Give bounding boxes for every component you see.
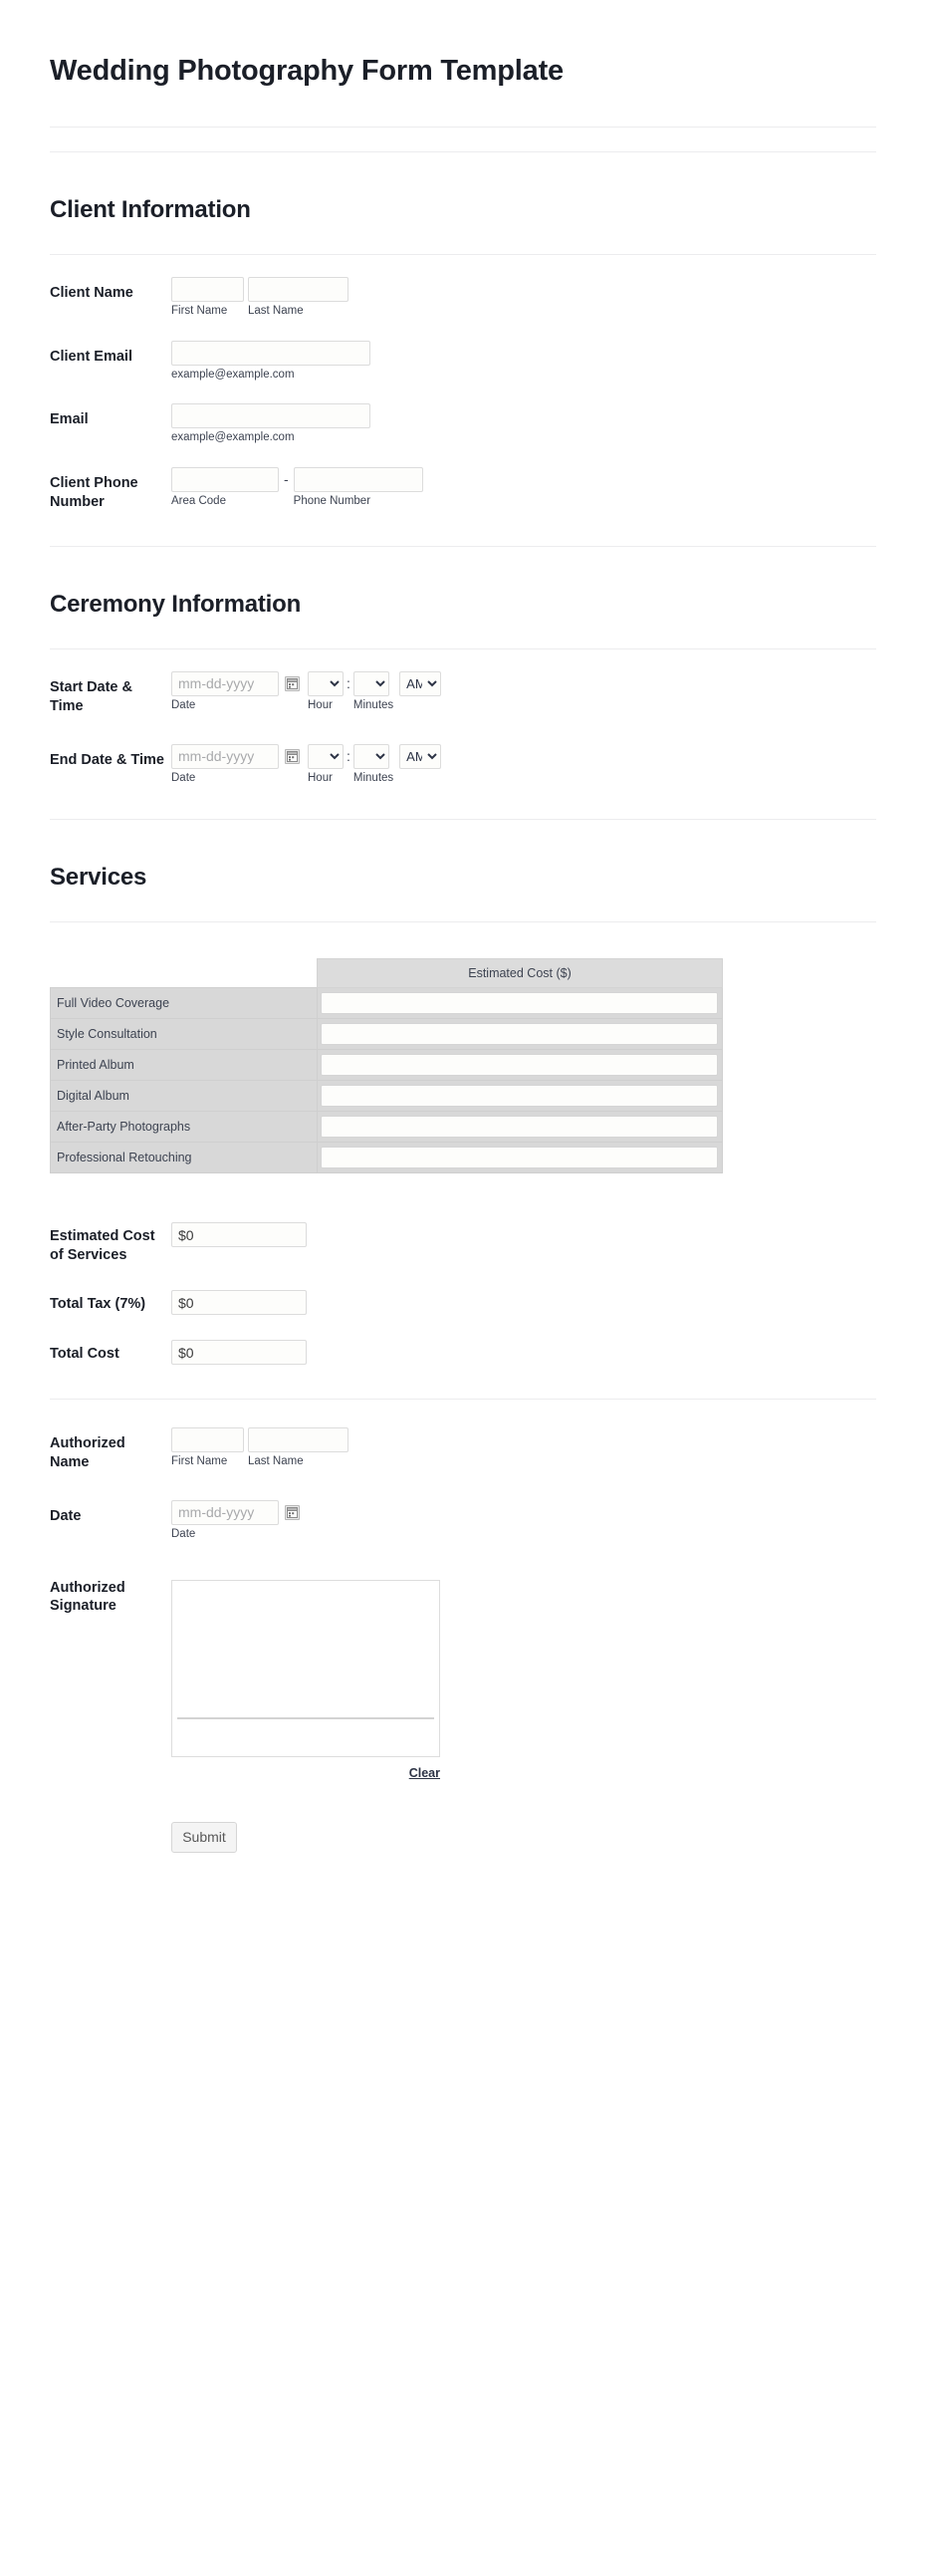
field-row-email: [50, 382, 876, 445]
end-time-separator: :: [347, 747, 350, 764]
controls-client-email: [171, 341, 876, 383]
field-row-client-email: [50, 319, 876, 383]
authorized-first-name-input[interactable]: [171, 1427, 244, 1452]
submit-wrapper: [171, 1782, 876, 1903]
service-cost-input-professional-retouching[interactable]: [321, 1147, 718, 1168]
title-divider-top: [50, 127, 876, 128]
start-date-input[interactable]: [171, 671, 279, 696]
hint-end-hour: Hour: [308, 771, 333, 784]
table-row: [51, 1112, 723, 1143]
hint-start-hour: Hour: [308, 698, 333, 711]
table-row: [51, 1143, 723, 1173]
field-row-authorized-signature: [50, 1542, 876, 1782]
submit-button[interactable]: Submit: [171, 1822, 237, 1853]
matrix-cell: [318, 1112, 723, 1143]
label-estimated-cost-of-services: Estimated Cost of Services: [50, 1228, 155, 1264]
service-cost-input-digital-album[interactable]: [321, 1085, 718, 1107]
matrix-column-header-estimated-cost: Estimated Cost ($): [318, 959, 723, 988]
services-matrix-wrapper: [50, 922, 876, 1173]
hint-email: example@example.com: [171, 431, 295, 444]
signature-canvas[interactable]: [171, 1580, 440, 1757]
clear-signature-link[interactable]: Clear: [408, 1765, 440, 1780]
matrix-row-label: Printed Album: [51, 1050, 318, 1081]
field-row-authorized-name: [50, 1400, 876, 1472]
table-row: [51, 1019, 723, 1050]
title-divider-bottom: [50, 151, 876, 152]
phone-number-input[interactable]: [294, 467, 423, 492]
matrix-row-label: Full Video Coverage: [51, 988, 318, 1019]
start-minutes-select[interactable]: [353, 671, 389, 696]
field-row-authorization-date: [50, 1472, 876, 1542]
matrix-row-label: Style Consultation: [51, 1019, 318, 1050]
field-row-total-cost: [50, 1315, 876, 1365]
phone-area-code-input[interactable]: [171, 467, 279, 492]
authorized-last-name-input[interactable]: [248, 1427, 348, 1452]
total-cost-input[interactable]: [171, 1340, 307, 1365]
hint-area-code: Area Code: [171, 495, 226, 508]
clipped-header-text: [50, 0, 876, 8]
matrix-cell: [318, 1081, 723, 1112]
controls-estimated-cost: [171, 1222, 876, 1247]
client-email-input[interactable]: [171, 341, 370, 366]
page-title: Wedding Photography Form Template: [50, 55, 564, 87]
hint-start-minutes: Minutes: [352, 698, 394, 711]
form-body: [0, 54, 926, 1903]
controls-start-date-time: [171, 671, 876, 713]
client-first-name-input[interactable]: [171, 277, 244, 302]
field-row-total-tax: [50, 1265, 876, 1315]
controls-authorized-name: [171, 1427, 876, 1469]
label-client-email: Client Email: [50, 348, 132, 365]
matrix-row-label: After-Party Photographs: [51, 1112, 318, 1143]
matrix-row-label: Professional Retouching: [51, 1143, 318, 1173]
hint-client-last-name: Last Name: [248, 304, 304, 317]
matrix-body: [51, 988, 723, 1173]
totals-group: [50, 1173, 876, 1365]
hint-end-minutes: Minutes: [352, 771, 394, 784]
start-time-separator: :: [347, 674, 350, 691]
label-authorized-signature: Authorized Signature: [50, 1579, 125, 1615]
section-title-services: Services: [50, 864, 147, 892]
label-client-name: Client Name: [50, 284, 133, 301]
table-row: [51, 988, 723, 1019]
matrix-cell: [318, 1143, 723, 1173]
controls-authorization-date: [171, 1500, 876, 1542]
controls-total-cost: [171, 1340, 876, 1365]
end-ampm-select[interactable]: [399, 744, 441, 769]
label-email: Email: [50, 411, 89, 428]
hint-client-email: example@example.com: [171, 368, 295, 381]
label-authorized-name: Authorized Name: [50, 1435, 125, 1470]
start-hour-select[interactable]: [308, 671, 344, 696]
controls-end-date-time: [171, 744, 876, 786]
end-hour-select[interactable]: [308, 744, 344, 769]
hint-start-date: Date: [171, 698, 196, 711]
matrix-header-row: [51, 959, 723, 988]
hint-authorized-last-name: Last Name: [248, 1455, 304, 1468]
field-row-start-date-time: [50, 649, 876, 716]
hint-authorization-date: Date: [171, 1527, 196, 1540]
hint-phone-number: Phone Number: [293, 495, 371, 508]
end-minutes-select[interactable]: [353, 744, 389, 769]
matrix-row-label: Digital Album: [51, 1081, 318, 1112]
matrix-cell: [318, 988, 723, 1019]
section-title-ceremony-information: Ceremony Information: [50, 590, 302, 618]
client-last-name-input[interactable]: [248, 277, 348, 302]
start-ampm-select[interactable]: [399, 671, 441, 696]
label-total-tax: Total Tax (7%): [50, 1296, 146, 1313]
service-cost-input-full-video-coverage[interactable]: [321, 992, 718, 1014]
field-row-client-name: [50, 255, 876, 319]
hint-authorized-first-name: First Name: [171, 1455, 228, 1468]
controls-email: [171, 403, 876, 445]
matrix-cell: [318, 1050, 723, 1081]
estimated-cost-of-services-input[interactable]: [171, 1222, 307, 1247]
calendar-icon[interactable]: [285, 749, 300, 764]
total-tax-input[interactable]: [171, 1290, 307, 1315]
service-cost-input-printed-album[interactable]: [321, 1054, 718, 1076]
matrix-cell: [318, 1019, 723, 1050]
hint-client-first-name: First Name: [171, 304, 228, 317]
field-row-estimated-cost-of-services: [50, 1197, 876, 1265]
services-matrix: [50, 958, 723, 1173]
controls-client-name: [171, 277, 876, 319]
field-row-end-date-time: [50, 716, 876, 786]
email-input[interactable]: [171, 403, 370, 428]
section-divider-ceremony-top: [50, 546, 876, 547]
controls-total-tax: [171, 1290, 876, 1315]
controls-authorized-signature: [171, 1572, 876, 1782]
phone-separator: -: [284, 471, 289, 488]
label-total-cost: Total Cost: [50, 1346, 119, 1363]
service-cost-input-style-consultation[interactable]: [321, 1023, 718, 1045]
label-start-date-time: Start Date & Time: [50, 678, 132, 714]
field-row-client-phone: [50, 445, 876, 512]
calendar-icon[interactable]: [285, 1505, 300, 1520]
table-row: [51, 1081, 723, 1112]
service-cost-input-after-party-photographs[interactable]: [321, 1116, 718, 1138]
controls-client-phone: [171, 467, 876, 509]
section-title-client-information: Client Information: [50, 195, 251, 223]
label-authorization-date: Date: [50, 1507, 82, 1524]
end-date-input[interactable]: [171, 744, 279, 769]
matrix-corner-cell: [51, 959, 318, 988]
label-end-date-time: End Date & Time: [50, 751, 164, 768]
signature-clear-row: [171, 1764, 440, 1782]
section-divider-services-top: [50, 819, 876, 820]
signature-baseline: [177, 1717, 434, 1719]
authorization-date-input[interactable]: [171, 1500, 279, 1525]
hint-end-date: Date: [171, 771, 196, 784]
label-client-phone: Client Phone Number: [50, 475, 138, 511]
calendar-icon[interactable]: [285, 676, 300, 691]
table-row: [51, 1050, 723, 1081]
